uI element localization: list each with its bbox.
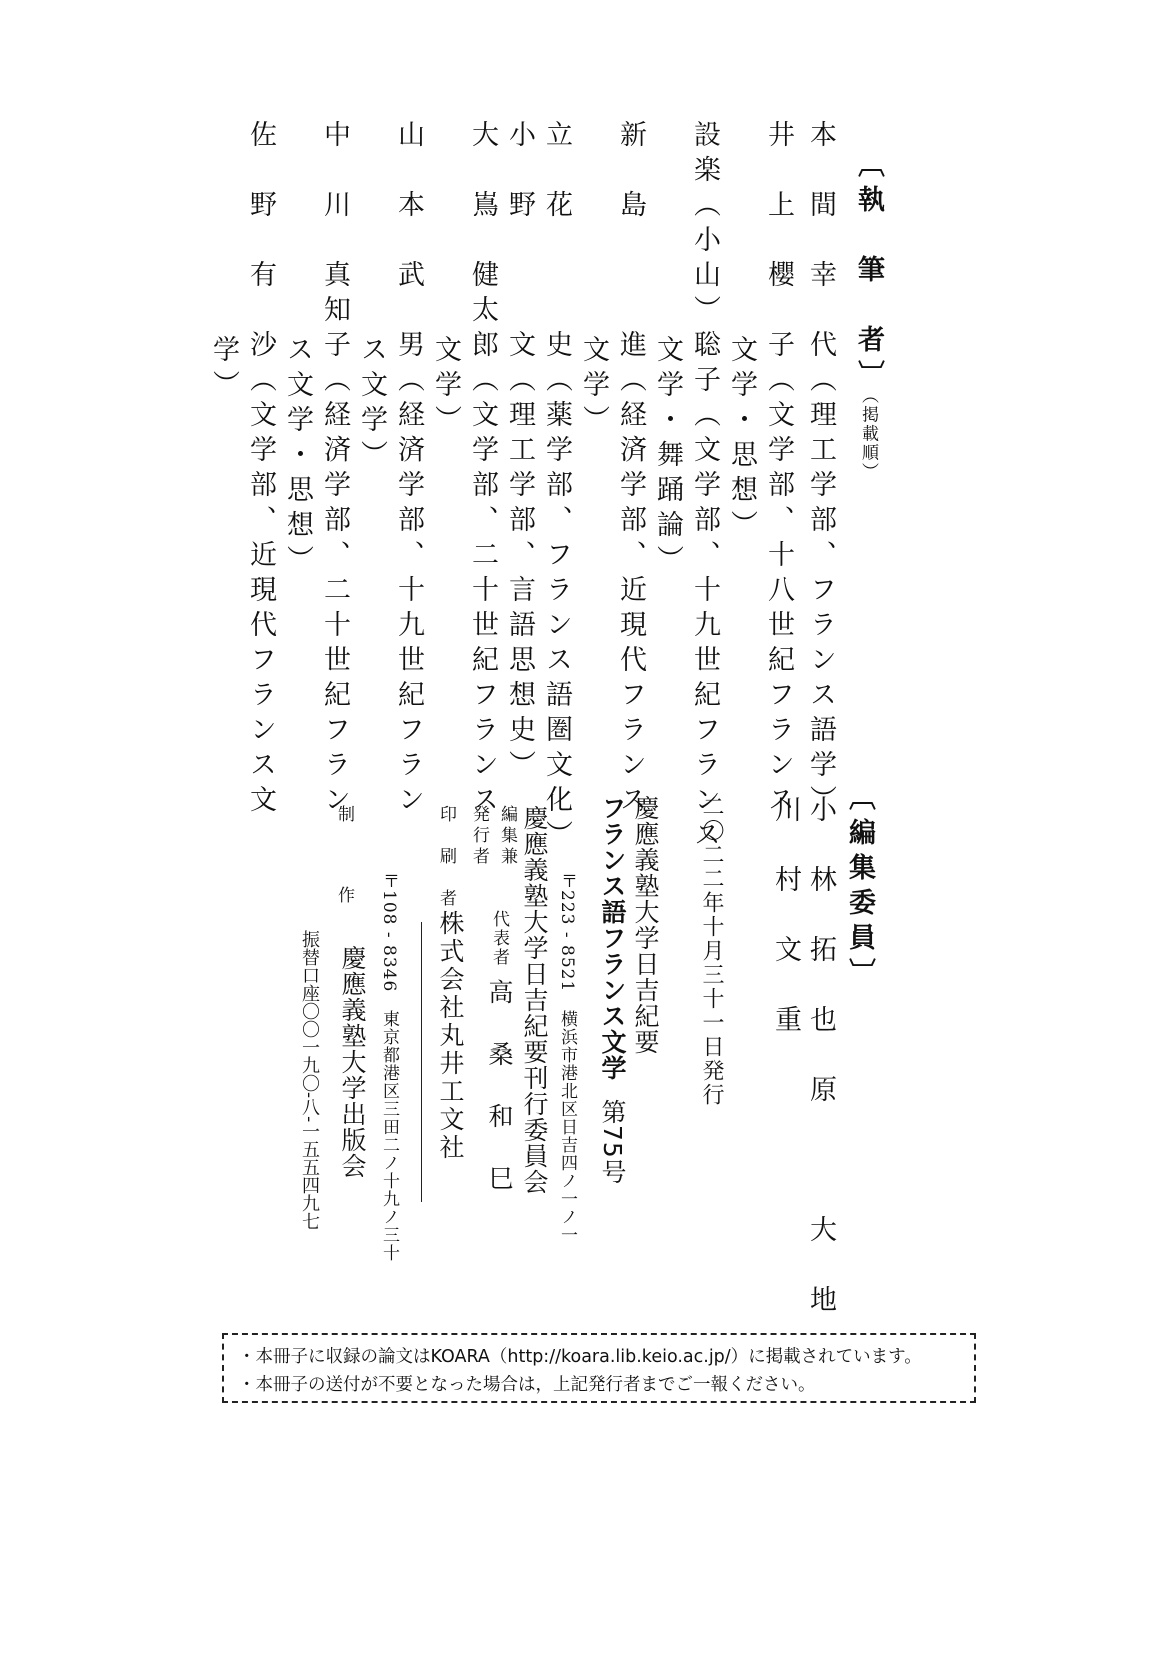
- author-entry-7: [469, 120, 496, 820]
- author-affiliation-cont-10: 学）: [208, 335, 239, 405]
- label-production: 制 作: [334, 805, 354, 913]
- notice-line-2: ・本冊子の送付が不要となった場合は，上記発行者までご一報ください。: [238, 1375, 816, 1395]
- author-name: 井 上 櫻 子: [763, 120, 794, 365]
- publication-date: 二〇二二年十月三十一日発行: [699, 795, 724, 1107]
- author-affiliation: （文学部、二十世紀フランス: [467, 365, 498, 820]
- author-affiliation: （薬学部、フランス語圏文化）: [541, 365, 572, 855]
- journal-publisher: 慶應義塾大学日吉紀要: [631, 795, 660, 1055]
- journal-title: フランス語フランス文学: [598, 795, 627, 1081]
- author-entry-6: [506, 120, 533, 785]
- author-affiliation: （文学部、十八世紀フランス: [763, 365, 794, 820]
- account-number: 振替口座〇〇一九〇‐八‐一五五四九七: [299, 930, 320, 1231]
- producer-name: 慶應義塾大学出版会: [338, 945, 367, 1179]
- author-affiliation-cont-8: ス文学）: [356, 335, 387, 475]
- address-1: 〒223 ‐ 8521 横浜市港北区日吉四ノ一ノ一: [557, 872, 577, 1245]
- notice-line-1: ・本冊子に収録の論文はKOARA（http://koara.lib.keio.ac.jp/）に掲載されています。: [238, 1347, 922, 1367]
- editors-heading: 〔編集委員〕: [844, 783, 875, 993]
- notice-box: [222, 1333, 976, 1403]
- author-name: 新 島 進: [615, 120, 646, 365]
- authors-heading-note: （掲載順）: [858, 395, 878, 482]
- representative-line: [487, 910, 512, 1196]
- address-2: 〒108 ‐ 8346 東京都港区三田二ノ十九ノ三十: [379, 872, 399, 1263]
- author-affiliation: （文学部、十九世紀フランス: [689, 400, 720, 855]
- author-entry-8: [395, 120, 422, 820]
- author-entry-5: [543, 120, 570, 855]
- author-name: 中 川 真知子: [319, 120, 350, 365]
- author-affiliation-cont-9: ス文学・思想）: [282, 335, 313, 580]
- author-entry-2: [765, 120, 792, 820]
- representative-name: 高 桑 和 巳: [485, 979, 514, 1196]
- author-name: 大 嶌 健太郎: [467, 120, 498, 365]
- author-affiliation: （経済学部、二十世紀フラン: [319, 365, 350, 820]
- author-entry-1: [807, 120, 834, 820]
- author-entry-3: [691, 120, 718, 855]
- author-entry-10: [247, 120, 274, 820]
- label-printer: 印 刷 者: [436, 805, 456, 910]
- author-affiliation: （理工学部、フランス語学）: [805, 365, 836, 820]
- author-name: 小 野 文: [504, 120, 535, 365]
- representative-label: 代表者: [489, 910, 509, 967]
- label-editor-publisher: 編集兼発行者: [469, 805, 517, 868]
- journal-title-line: [600, 795, 625, 1185]
- author-entry-9: [321, 120, 348, 820]
- editor-line-2: 川 村 文 重: [770, 795, 801, 1040]
- author-affiliation: （経済学部、十九世紀フラン: [393, 365, 424, 820]
- issue-number: 第75号: [598, 1099, 627, 1185]
- author-name: 佐 野 有 沙: [245, 120, 276, 365]
- author-name: 山 本 武 男: [393, 120, 424, 365]
- editor-organization: 慶應義塾大学日吉紀要刊行委員会: [520, 805, 549, 1195]
- author-name: 設楽（小山）聡子: [689, 120, 720, 400]
- author-affiliation-cont-7: 文学）: [430, 335, 461, 440]
- author-name: 立 花 史: [541, 120, 572, 365]
- author-affiliation-cont-4: 文学）: [578, 335, 609, 440]
- author-entry-4: [617, 120, 644, 820]
- author-affiliation: （文学部、近現代フランス文: [245, 365, 276, 820]
- vertical-divider: [421, 922, 422, 1202]
- author-affiliation-cont-2: 文学・思想）: [726, 335, 757, 545]
- author-name: 本 間 幸 代: [805, 120, 836, 365]
- printer-name: 株式会社丸井工文社: [436, 910, 465, 1162]
- editor-line-1: 小 林 拓 也 原 大 地: [805, 795, 836, 1320]
- author-affiliation-cont-3: 文学・舞踊論）: [652, 335, 683, 580]
- author-affiliation: （経済学部、近現代フランス: [615, 365, 646, 820]
- author-affiliation: （理工学部、言語思想史）: [504, 365, 535, 785]
- authors-heading: 〔執 筆 者〕（掲載順）: [853, 150, 884, 482]
